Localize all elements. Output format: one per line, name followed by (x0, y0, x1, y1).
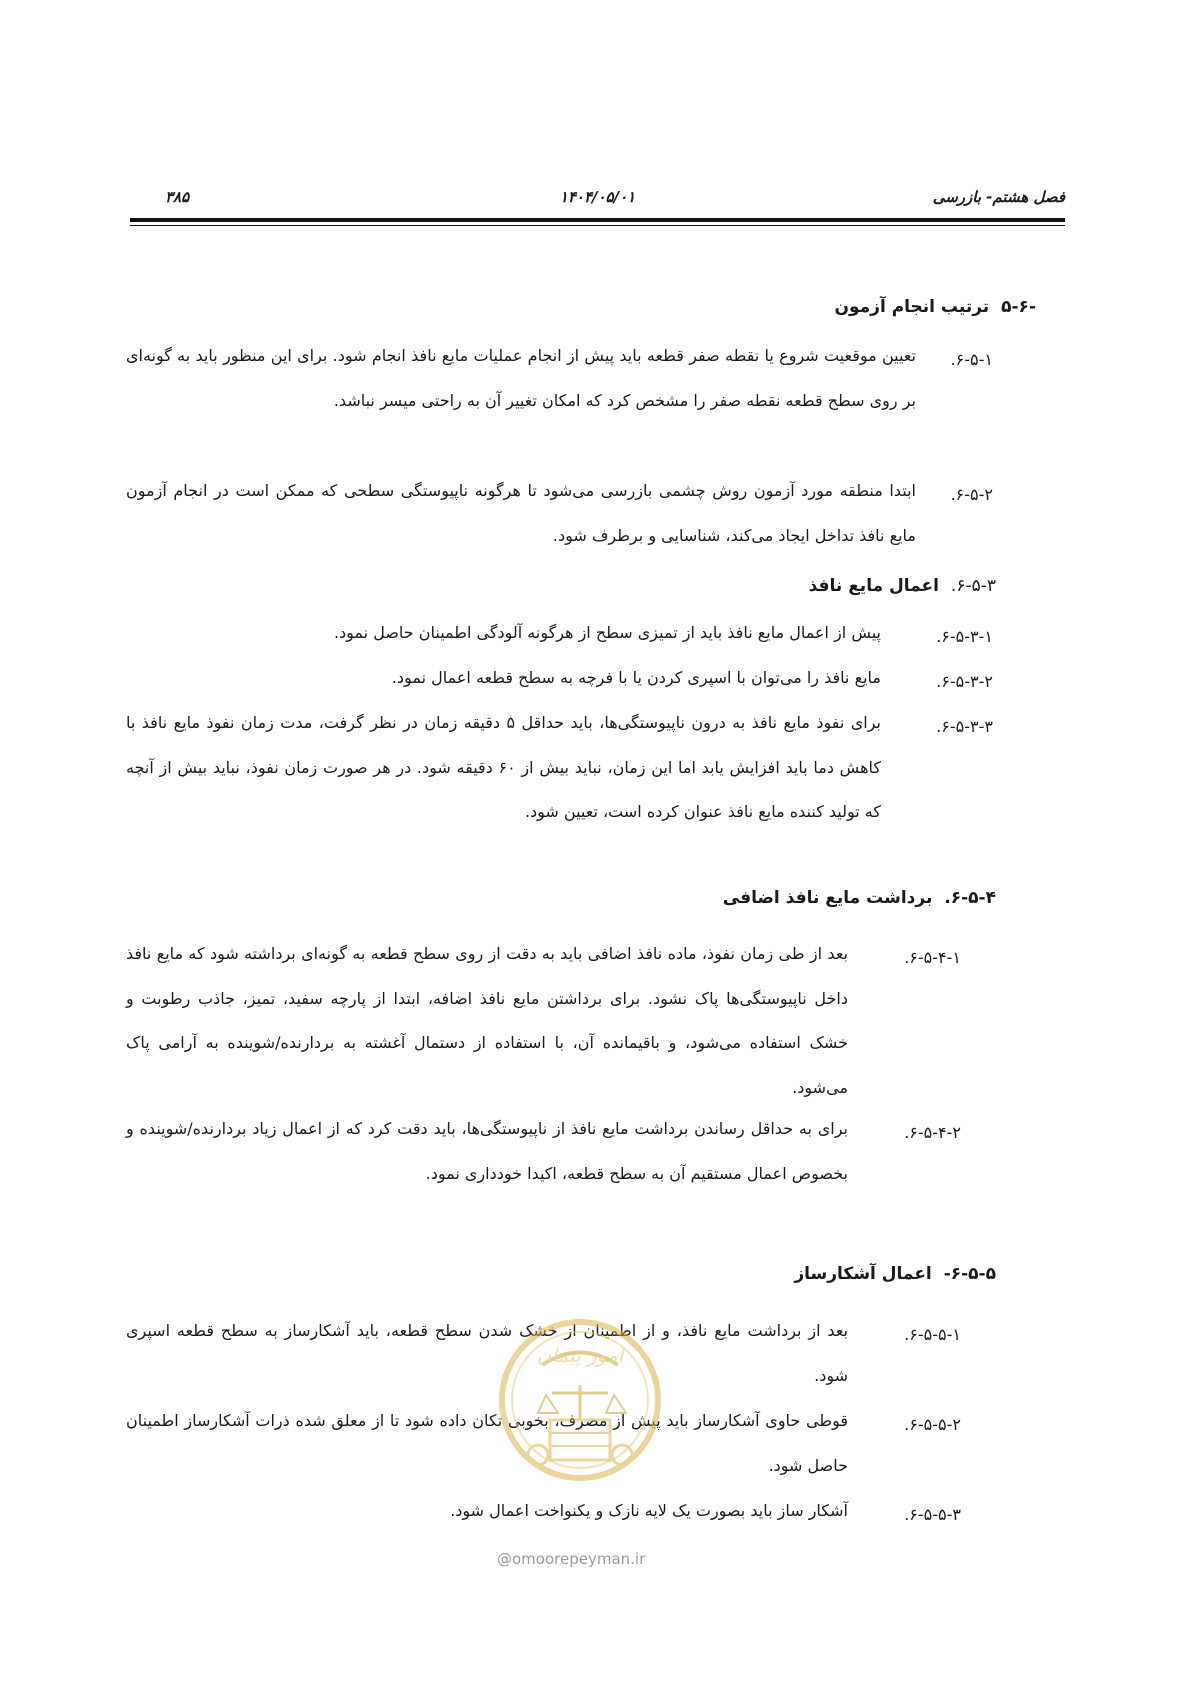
chapter-title: فصل هشتم- بازرسی (932, 188, 1065, 206)
subsection-title: اعمال مایع نافذ (808, 576, 939, 596)
page-number: ۳۸۵ (165, 188, 190, 206)
item-number: ۶-۵-۴-۱. (904, 948, 961, 967)
item-number: ۶-۵-۳-۳. (936, 717, 993, 736)
watermark-url: @omoorepeyman.ir (497, 1550, 646, 1568)
subsection-heading (794, 1264, 996, 1284)
item-number: ۶-۵-۴-۲. (904, 1123, 961, 1142)
item-text: بعد از برداشت مایع نافذ، و از اطمینان از خشک شدن سطح قطعه، باید آشکارساز به سطح قطعه اسپری شود. (126, 1321, 848, 1385)
item-text: برای به حداقل رساندن برداشت مایع نافذ از ناپیوستگی‌ها، باید دقت کرد که از اعمال زیاد بردارنده/شوینده و بخصوص اعمال مستقیم آن به سطح قطعه، اکیدا خودداری نمود. (126, 1119, 848, 1183)
item-number: ۶-۵-۵-۳. (904, 1505, 961, 1524)
subsection-number: ۶-۵-۵- (943, 1264, 996, 1284)
subsection-heading (723, 888, 996, 908)
page-header (130, 188, 1065, 214)
item-text: تعیین موقعیت شروع یا نقطه صفر قطعه باید پیش از انجام عملیات مایع نافذ انجام شود. برای این منظور باید به گونه‌ای بر روی سطح قطعه نقطه صفر را مشخص کرد که امکان تغییر آن به راحتی میسر نباشد. (126, 346, 916, 410)
item-text: قوطی حاوی آشکارساز باید پیش از مصرف، بخوبی تکان داده شود تا از معلق شده ذرات آشکارساز اطمینان حاصل شود. (126, 1411, 848, 1475)
item-text: پیش از اعمال مایع نافذ باید از تمیزی سطح از هرگونه آلودگی اطمینان حاصل نمود. (333, 623, 881, 642)
header-date: ۱۴۰۴/۰۵/۰۱ (559, 188, 636, 206)
item-number: ۶-۵-۳-۲. (936, 672, 993, 691)
item-text: برای نفوذ مایع نافذ به درون ناپیوستگی‌ها، باید حداقل ۵ دقیقه زمان در نظر گرفت، مدت زمان نفوذ مایع نافذ با کاهش دما باید افزایش یابد اما این زمان، نباید بیش از ۶۰ دقیقه شود. در هر صورت زمان نفوذ، نباید بیش از آنچه که تولید کننده مایع نافذ عنوان کرده است، تعیین شود. (126, 713, 882, 821)
subsection-number: ۶-۵-۴. (944, 888, 996, 908)
item-number: ۶-۵-۲. (950, 485, 993, 504)
watermark-logo (480, 1305, 680, 1485)
item-text: آشکار ساز باید بصورت یک لایه نازک و یکنواخت اعمال شود. (450, 1501, 848, 1520)
scales-of-justice-icon (480, 1305, 680, 1485)
section-number: -۵-۶ (1001, 297, 1036, 317)
item-number: ۶-۵-۵-۱. (904, 1325, 961, 1344)
subsection-heading (809, 576, 996, 596)
subsection-number: ۶-۵-۳. (950, 576, 996, 596)
item-text: بعد از طی زمان نفوذ، ماده نافذ اضافی باید به دقت از روی سطح قطعه به گونه‌ای برداشته شود که مایع نافذ داخل ناپیوستگی‌ها پاک نشود. برای برداشتن مایع نافذ اضافه، ابتدا از پارچه سفید، تمیز، جاذب رطوبت و خشک استفاده می‌شود، و باقیمانده آن، با استفاده از دستمال آغشته به بردارنده/شوینده به آرامی پاک می‌شود. (126, 944, 848, 1097)
item-text: ابتدا منطقه مورد آزمون روش چشمی بازرسی می‌شود تا هرگونه ناپیوستگی سطحی که ممکن است در انجام آزمون مایع نافذ تداخل ایجاد می‌کند، شناسایی و برطرف شود. (126, 481, 916, 545)
subsection-title: اعمال آشکارساز (794, 1264, 932, 1284)
watermark-logo-text: امور پیمان (536, 1343, 624, 1367)
subsection-title: برداشت مایع نافذ اضافی (722, 888, 933, 908)
header-rule-thin (130, 225, 1065, 226)
section-heading (834, 297, 1036, 317)
item-text: مایع نافذ را می‌توان با اسپری کردن یا با فرچه به سطح قطعه اعمال نمود. (391, 668, 881, 687)
item-number: ۶-۵-۳-۱. (936, 627, 993, 646)
item-number: ۶-۵-۵-۲. (904, 1415, 961, 1434)
header-rule (130, 218, 1065, 222)
item-number: ۶-۵-۱. (950, 350, 993, 369)
section-title: ترتیب انجام آزمون (834, 297, 990, 317)
